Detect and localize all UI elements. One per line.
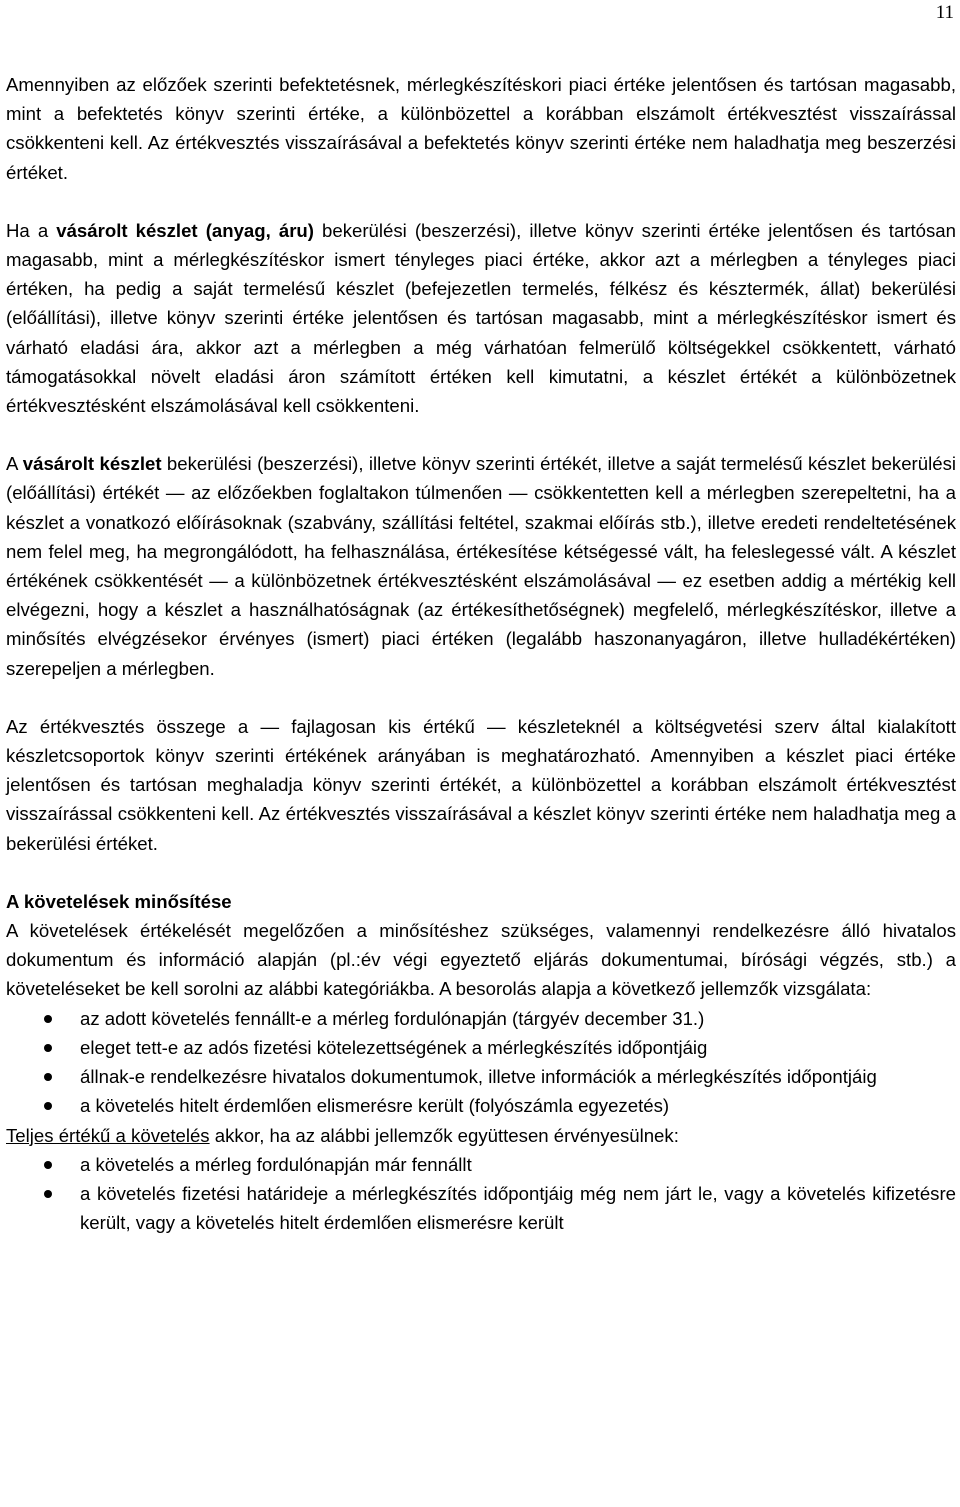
list-item xyxy=(6,1062,956,1091)
bullet-icon xyxy=(44,1015,52,1023)
full-value-list xyxy=(6,1150,956,1238)
list-item xyxy=(6,1004,956,1033)
bullet-icon xyxy=(44,1073,52,1081)
list-item-text: a követelés a mérleg fordulónapján már fennállt xyxy=(80,1153,472,1175)
list-item-text: eleget tett-e az adós fizetési kötelezettségének a mérlegkészítés időpontjáig xyxy=(80,1036,708,1058)
list-item-text: a követelés fizetési határideje a mérlegkészítés időpontjáig még nem járt le, vagy a követelés kifizetésre került, vagy a követelés hitelt érdemlően elismerésre került xyxy=(80,1182,956,1234)
text-run: bekerülési (beszerzési), illetve könyv szerinti értékét, illetve a saját termelésű készlet bekerülési (előállítási) értékét — az előzőekben foglaltakon túlmenően — csökkentetten kell a mérlegben szerepeltetni, ha a készlet a vonatkozó előírásoknak (szabvány, szállítási feltétel, szakmai előírás stb.), illetve eredeti rendeltetésének nem felel meg, ha megrongálódott, ha felhasználása, értékesítése kétségessé vált, ha feleslegessé vált. A készlet értékének csökkentését — a különbözetnek értékvesztésként elszámolásával — ez esetben addig a mértékig kell elvégezni, hogy a készlet a használhatóságnak (az értékesíthetőségnek) megfelelő, mérlegkészítéskor, illetve a minősítés elvégzésekor érvényes (ismert) piaci értéken (legalább haszonanyagáron, illetve hulladékértéken) szerepeljen a mérlegben. xyxy=(6,453,956,679)
bullet-icon xyxy=(44,1044,52,1052)
list-item xyxy=(6,1150,956,1179)
paragraph-inventory-reduction xyxy=(6,449,956,683)
criteria-list xyxy=(6,1004,956,1121)
document-body xyxy=(6,70,956,1237)
underlined-term: Teljes értékű a követelés xyxy=(6,1124,210,1146)
section-heading: A követelések minősítése xyxy=(6,890,232,912)
bold-term: vásárolt készlet xyxy=(22,453,162,475)
list-item xyxy=(6,1179,956,1237)
text-run: A xyxy=(6,453,23,475)
text-run: Ha a xyxy=(6,219,57,241)
bullet-icon xyxy=(44,1102,52,1110)
section-intro: A követelések értékelését megelőzően a minősítéshez szükséges, valamennyi rendelkezésre álló hivatalos dokumentum és információ alapján (pl.:év végi egyeztető eljárás dokumentumai, bírósági végzés, stb.) a követeléseket be kell sorolni az alábbi kategóriákba. A besorolás alapja a következő jellemzők vizsgálata: xyxy=(6,920,956,1000)
paragraph-investment-reversal: Amennyiben az előzőek szerinti befektetésnek, mérlegkészítéskori piaci értéke jelentősen és tartósan magasabb, mint a befektetés könyv szerinti értéke, a különbözettel a korábban elszámolt értékvesztést visszaírással csökkenteni kell. Az értékvesztés visszaírásával a befektetés könyv szerinti értéke nem haladhatja meg beszerzési értéket. xyxy=(6,74,956,183)
bullet-icon xyxy=(44,1161,52,1169)
paragraph-impairment-amount: Az értékvesztés összege a — fajlagosan kis értékű — készleteknél a költségvetési szerv által kialakított készletcsoportok könyv szerinti értékének arányában is meghatározható. Amennyiben a készlet piaci értéke jelentősen és tartósan meghaladja könyv szerinti értékét, a különbözettel a korábban elszámolt értékvesztést visszaírással csökkenteni kell. Az értékvesztés visszaírásával a készlet könyv szerinti értéke nem haladhatja meg a bekerülési értéket. xyxy=(6,715,956,854)
list-item xyxy=(6,1091,956,1120)
list-item-text: a követelés hitelt érdemlően elismerésre került (folyószámla egyezetés) xyxy=(80,1095,670,1117)
list-item xyxy=(6,1033,956,1062)
full-value-intro xyxy=(6,1121,956,1150)
paragraph-purchased-inventory xyxy=(6,216,956,420)
list-item-text: állnak-e rendelkezésre hivatalos dokumentumok, illetve információk a mérlegkészítés időpontjáig xyxy=(80,1066,877,1088)
bullet-icon xyxy=(44,1190,52,1198)
text-run: akkor, ha az alábbi jellemzők együttesen érvényesülnek: xyxy=(209,1124,679,1146)
text-run: bekerülési (beszerzési), illetve könyv szerinti értéke jelentősen és tartósan magasabb, mint a mérlegkészítéskor ismert tényleges piaci értéke, akkor azt a mérlegben a tényleges piaci értéken, ha pedig a saját termelésű készlet (befejezetlen termelés, félkész és késztermék, állat) bekerülési (előállítási), illetve könyv szerinti értéke jelentősen és tartósan magasabb, mint a mérlegkészítéskor ismert és várható eladási ára, akkor azt a mérlegben a még várhatóan felmerülő költségekkel csökkentett, várható támogatásokkal növelt eladási áron számított értéken kell kimutatni, a készlet értékét a különbözetnek értékvesztésként elszámolásával kell csökkenteni. xyxy=(6,219,956,417)
bold-term: vásárolt készlet (anyag, áru) xyxy=(56,219,314,241)
list-item-text: az adott követelés fennállt-e a mérleg fordulónapján (tárgyév december 31.) xyxy=(80,1007,705,1029)
page-number: 11 xyxy=(935,2,954,23)
